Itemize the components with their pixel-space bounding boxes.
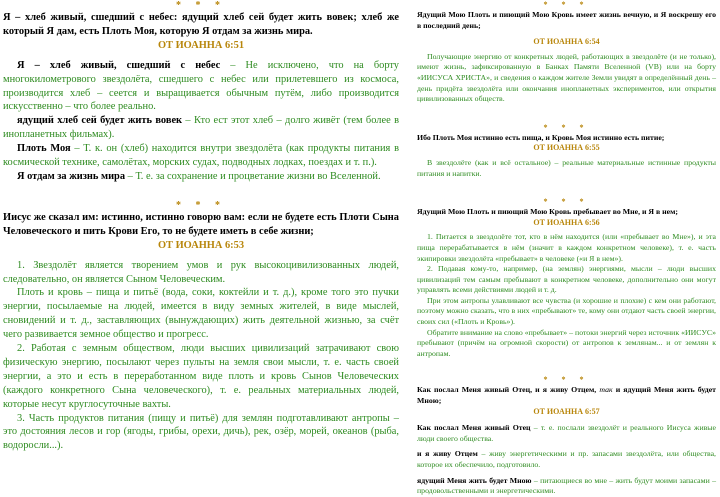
commentary-paragraph: 3. Часть продуктов питания (пищу и питьё) для землян подготавливают антропы – это достояния лесов и гор (ягоды, грибы, орехи, дичь), рек, озёр, морей, океанов (рыба, водоросли...). [3, 412, 399, 452]
commentary-paragraph: ядущий Меня жить будет Мною – питающиеся во мне – жить будут моими запасами – продовольственными и энергетическими. [417, 475, 716, 496]
commentary-paragraph: Обратите внимание на слово «пребывает» – потоки энергий через источник «ИИСУС» пребывают (причём на огромной скорости) от антропов к землянам... и от землян к антропам. [417, 327, 716, 358]
commentary-paragraph: Я отдам за жизнь мира – Т. е. за сохранение и процветание жизни во Вселенной. [17, 170, 381, 182]
scripture-quote: Ядущий Мою Плоть и пиющий Мою Кровь пребывает во Мне, и Я в нем; [417, 207, 679, 217]
scripture-quote: Иисус же сказал им: истинно, истинно говорю вам: если не будете есть Плоти Сына Человеческого и пить Крови Его, то не будете иметь в себе жизни; [3, 211, 399, 237]
section-divider: * * * [543, 122, 590, 132]
section-divider: * * * [176, 199, 226, 211]
section-divider: * * * [543, 0, 590, 9]
scripture-quote: Как послал Меня живый Отец, и я живу Отцем, так и ядущий Меня жить будет Мною; [417, 385, 716, 406]
section-divider: * * * [543, 375, 590, 385]
scripture-reference: ОТ ИОАННА 6:53 [157, 239, 245, 251]
right-column [405, 0, 720, 497]
scripture-quote: Я – хлеб живый, сшедший с небес: ядущий хлеб сей будет жить вовек; хлеб же который Я дам, есть Плоть Моя, которую Я отдам за жизнь мира. [3, 12, 399, 37]
commentary-paragraph: Как послал Меня живый Отец – т. е. послали звездолёт и реального Иисуса живые люди своего общества. [417, 423, 716, 443]
commentary-paragraph: Плоть и кровь – пища и питьё (вода, соки, коктейли и т. д.), кроме того это пучки энергии, посылаемые на людей, имеется в виду земных жителей, в виде мыслей, сновидений и т. д., заставляющих (вынуждающих) жить деятельной жизнью, за счёт чего развивается земное общество и прогресс. [3, 287, 399, 341]
commentary-paragraph: Плоть Моя – Т. к. он (хлеб) находится внутри звездолёта (как продукты питания в космической технике, самолётах, морских судах, подводных лодках, поездах и т. п.). [3, 143, 399, 169]
scripture-reference: ОТ ИОАННА 6:56 [533, 217, 600, 227]
commentary-paragraph: Получающие энергию от конкретных людей, работающих в звездолёте (и не только), имеют жизнь, зафиксированную в Банках Памяти Вселенной (VB) или на борту «ИИСУСА ХРИСТА», и сведения о каждом жителе Земли увидят в определённый день – день придёта звездолёта или окончания инопланетных экспериментов, или открытия цивилизованных обществ. [417, 51, 716, 104]
commentary-paragraph: При этом антропы улавливают все чувства (и хорошие и плохие) с кем они работают, поэтому можно сказать, что в них «пребывают» те, кому они отдают часть своей энергии, своих сил («Плоть и Кровь»). [417, 295, 716, 327]
scripture-reference: ОТ ИОАННА 6:55 [533, 143, 600, 153]
section-divider: * * * [543, 197, 590, 207]
commentary-paragraph: ядущий хлеб сей будет жить вовек – Кто ест этот хлеб – долго живёт (тем более в инопланетных фильмах). [3, 115, 399, 141]
scripture-reference: ОТ ИОАННА 6:54 [533, 37, 600, 47]
commentary-paragraph: 1. Звездолёт является творением умов и рук высокоцивилизованных людей, следовательно, он является Сыном Человеческим. [3, 259, 399, 285]
commentary-paragraph: 2. Работая с земным обществом, люди высших цивилизаций затрачивают свою физическую энергию, посылают через пульты на земля свои мысли, т. е. часть своей энергии, а это и есть в переработанном виде плоть и кровь Сынов Человеческих (каждого конкретного Сына человеческого), т. е. реальных материальных людей, которые несут круглосуточные вахты. [3, 343, 399, 410]
commentary-paragraph: 1. Питается в звездолёте тот, кто в нём находится (или «пребывает во Мне»), и эта пища перерабатывается в нём (значит в каждом конкретном человеке), т. е. часть экипировки звездолёта «пребывает» в человеке («и Я в нем»). [417, 232, 716, 263]
commentary-paragraph: В звездолёте (как и всё остальное) – реальные материальные истинные продукты питания и напитки. [417, 157, 716, 178]
scripture-reference: ОТ ИОАННА 6:57 [533, 406, 600, 416]
commentary-paragraph: Я – хлеб живый, сшедший с небес – Не исключено, что на борту многокилометрового звездолёта, сшедшего с небес или прилетевшего из космоса, производится хлеб – сеется и выращивается обычным путём, либо производится искусственно – что более реально. [3, 59, 399, 113]
commentary-paragraph: 2. Подавая кому-то, например, (на землян) энергиями, мысли – люди высших цивилизаций тем самым пребывают в конкретном человеке, дополнительно они могут управлять всеми действиями людей и т. д. [417, 264, 716, 295]
scripture-quote: Ядущий Мою Плоть и пиющий Мою Кровь имеет жизнь вечную, и Я воскрешу его в последний день; [417, 10, 716, 30]
scripture-reference: ОТ ИОАННА 6:51 [157, 39, 245, 51]
commentary-paragraph: и я живу Отцем – живу энергетическими и пр. запасами звездолёта, или общества, которое их обеспечило, подготовило. [417, 449, 716, 469]
section-divider: * * * [176, 0, 226, 11]
scripture-quote: Ибо Плоть Моя истинно есть пища, и Кровь Моя истинно есть питие; [417, 132, 665, 142]
